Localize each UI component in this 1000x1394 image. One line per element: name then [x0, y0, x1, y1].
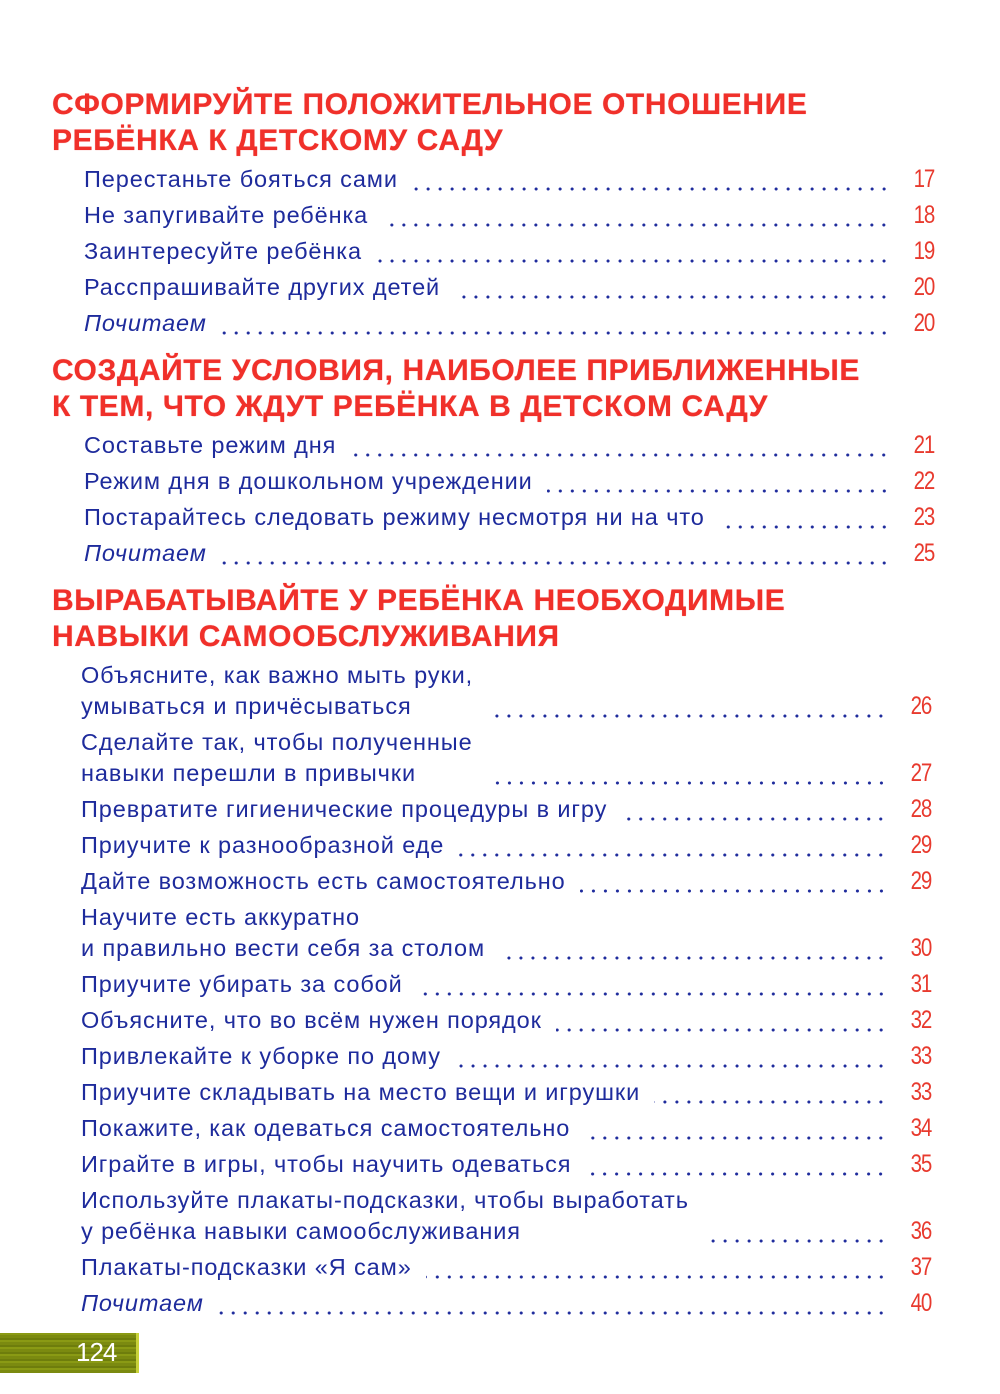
- entry-list: [81, 660, 931, 1319]
- toc-entry[interactable]: [81, 969, 931, 1000]
- toc-entry[interactable]: [81, 794, 931, 825]
- toc-entry[interactable]: [81, 1252, 931, 1283]
- page-number-badge: [0, 1333, 139, 1373]
- entry-title: Приучите к разнообразной еде: [81, 832, 445, 858]
- dot-leader: [458, 830, 887, 861]
- entry-title: Приучите убирать за собой: [81, 971, 403, 997]
- toc-entry[interactable]: [81, 660, 931, 722]
- entry-title: Привлекайте к уборке по дому: [81, 1043, 441, 1069]
- toc-entry[interactable]: [81, 1149, 931, 1180]
- entry-page-number: 20: [913, 309, 934, 337]
- dot-leader: [221, 538, 890, 569]
- dot-leader: [455, 1041, 887, 1072]
- entry-title: Постарайтесь следовать режиму несмотря ни на что: [84, 504, 705, 530]
- entry-title: Превратите гигиенические процедуры в игру: [81, 796, 608, 822]
- toc-entry[interactable]: [81, 727, 931, 789]
- dot-leader: [218, 1288, 887, 1319]
- entry-title: Сделайте так, чтобы полученные навыки перешли в привычки: [81, 729, 473, 786]
- toc-entry[interactable]: [84, 466, 934, 497]
- entry-page-number: 30: [910, 934, 931, 962]
- dot-leader: [487, 691, 887, 722]
- entry-page-number: 37: [910, 1253, 931, 1281]
- entry-title: Режим дня в дошкольном учреждении: [84, 468, 533, 494]
- entry-title: Научите есть аккуратно и правильно вести себя за столом: [81, 904, 486, 961]
- toc-entry[interactable]: [81, 866, 931, 897]
- toc-entry[interactable]: [84, 538, 934, 569]
- entry-page-number: 31: [910, 970, 931, 998]
- dot-leader: [412, 164, 890, 195]
- dot-leader: [426, 1252, 887, 1283]
- toc-entry[interactable]: [84, 272, 934, 303]
- toc-entry[interactable]: [81, 830, 931, 861]
- entry-page-number: 40: [910, 1289, 931, 1317]
- toc-entry[interactable]: [84, 502, 934, 533]
- toc-section: [0, 583, 1000, 1319]
- dot-leader: [556, 1005, 887, 1036]
- entry-page-number: 36: [910, 1217, 931, 1245]
- toc-entry[interactable]: [81, 1185, 931, 1247]
- entry-page-number: 20: [913, 273, 934, 301]
- dot-leader: [382, 200, 890, 231]
- entry-title: Почитаем: [84, 540, 207, 566]
- page-number: 124: [76, 1337, 117, 1367]
- entry-title: Плакаты-подсказки «Я сам»: [81, 1254, 412, 1280]
- entry-title: Заинтересуйте ребёнка: [84, 238, 362, 264]
- dot-leader: [621, 794, 887, 825]
- dot-leader: [350, 430, 890, 461]
- entry-title: Почитаем: [84, 310, 207, 336]
- entry-page-number: 25: [913, 539, 934, 567]
- dot-leader: [487, 758, 887, 789]
- dot-leader: [703, 1216, 887, 1247]
- entry-title: Дайте возможность есть самостоятельно: [81, 868, 566, 894]
- dot-leader: [547, 466, 890, 497]
- dot-leader: [580, 866, 887, 897]
- entry-page-number: 33: [910, 1042, 931, 1070]
- entry-page-number: 32: [910, 1006, 931, 1034]
- entry-page-number: 29: [910, 867, 931, 895]
- entry-page-number: 27: [910, 759, 931, 787]
- toc-entry[interactable]: [84, 308, 934, 339]
- toc-section: [0, 353, 1000, 569]
- entry-title: Используйте плакаты-подсказки, чтобы выработать у ребёнка навыки самообслуживания: [81, 1187, 689, 1244]
- entry-page-number: 26: [910, 692, 931, 720]
- entry-title: Объясните, как важно мыть руки, умываться и причёсываться: [81, 662, 474, 719]
- section-heading: ВЫРАБАТЫВАЙТЕ У РЕБЁНКА НЕОБХОДИМЫЕ НАВЫКИ САМООБСЛУЖИВАНИЯ: [52, 584, 786, 653]
- entry-title: Приучите складывать на место вещи и игрушки: [81, 1079, 641, 1105]
- entry-title: Покажите, как одеваться самостоятельно: [81, 1115, 571, 1141]
- toc-entry[interactable]: [81, 1288, 931, 1319]
- entry-page-number: 34: [910, 1114, 931, 1142]
- toc-entry[interactable]: [84, 430, 934, 461]
- entry-page-number: 21: [913, 431, 934, 459]
- dot-leader: [376, 236, 890, 267]
- entry-page-number: 19: [913, 237, 934, 265]
- dot-leader: [585, 1149, 887, 1180]
- section-heading: СОЗДАЙТЕ УСЛОВИЯ, НАИБОЛЕЕ ПРИБЛИЖЕННЫЕ К ТЕМ, ЧТО ЖДУТ РЕБЁНКА В ДЕТСКОМ САДУ: [52, 354, 860, 423]
- toc-entry[interactable]: [84, 164, 934, 195]
- entry-title: Расспрашивайте других детей: [84, 274, 441, 300]
- entry-title: Почитаем: [81, 1290, 204, 1316]
- entry-page-number: 35: [910, 1150, 931, 1178]
- entry-title: Играйте в игры, чтобы научить одеваться: [81, 1151, 572, 1177]
- entry-page-number: 22: [913, 467, 934, 495]
- toc-entry[interactable]: [84, 200, 934, 231]
- dot-leader: [719, 502, 890, 533]
- dot-leader: [584, 1113, 887, 1144]
- toc-entry[interactable]: [81, 902, 931, 964]
- dot-leader: [499, 933, 887, 964]
- toc-entry[interactable]: [84, 236, 934, 267]
- section-heading: СФОРМИРУЙТЕ ПОЛОЖИТЕЛЬНОЕ ОТНОШЕНИЕ РЕБЁНКА К ДЕТСКОМУ САДУ: [52, 88, 808, 157]
- toc-entry[interactable]: [81, 1005, 931, 1036]
- entry-page-number: 23: [913, 503, 934, 531]
- entry-list: [84, 164, 934, 339]
- entry-page-number: 18: [913, 201, 934, 229]
- table-of-contents: [0, 87, 1000, 1333]
- entry-page-number: 17: [913, 165, 934, 193]
- entry-title: Не запугивайте ребёнка: [84, 202, 369, 228]
- entry-list: [84, 430, 934, 569]
- entry-page-number: 29: [910, 831, 931, 859]
- entry-title: Перестаньте бояться сами: [84, 166, 398, 192]
- dot-leader: [417, 969, 887, 1000]
- toc-entry[interactable]: [81, 1113, 931, 1144]
- dot-leader: [454, 272, 890, 303]
- dot-leader: [221, 308, 890, 339]
- toc-entry[interactable]: [81, 1041, 931, 1072]
- entry-title: Объясните, что во всём нужен порядок: [81, 1007, 542, 1033]
- dot-leader: [654, 1077, 887, 1108]
- toc-entry[interactable]: [81, 1077, 931, 1108]
- entry-title: Составьте режим дня: [84, 432, 337, 458]
- toc-section: [0, 87, 1000, 339]
- entry-page-number: 28: [910, 795, 931, 823]
- entry-page-number: 33: [910, 1078, 931, 1106]
